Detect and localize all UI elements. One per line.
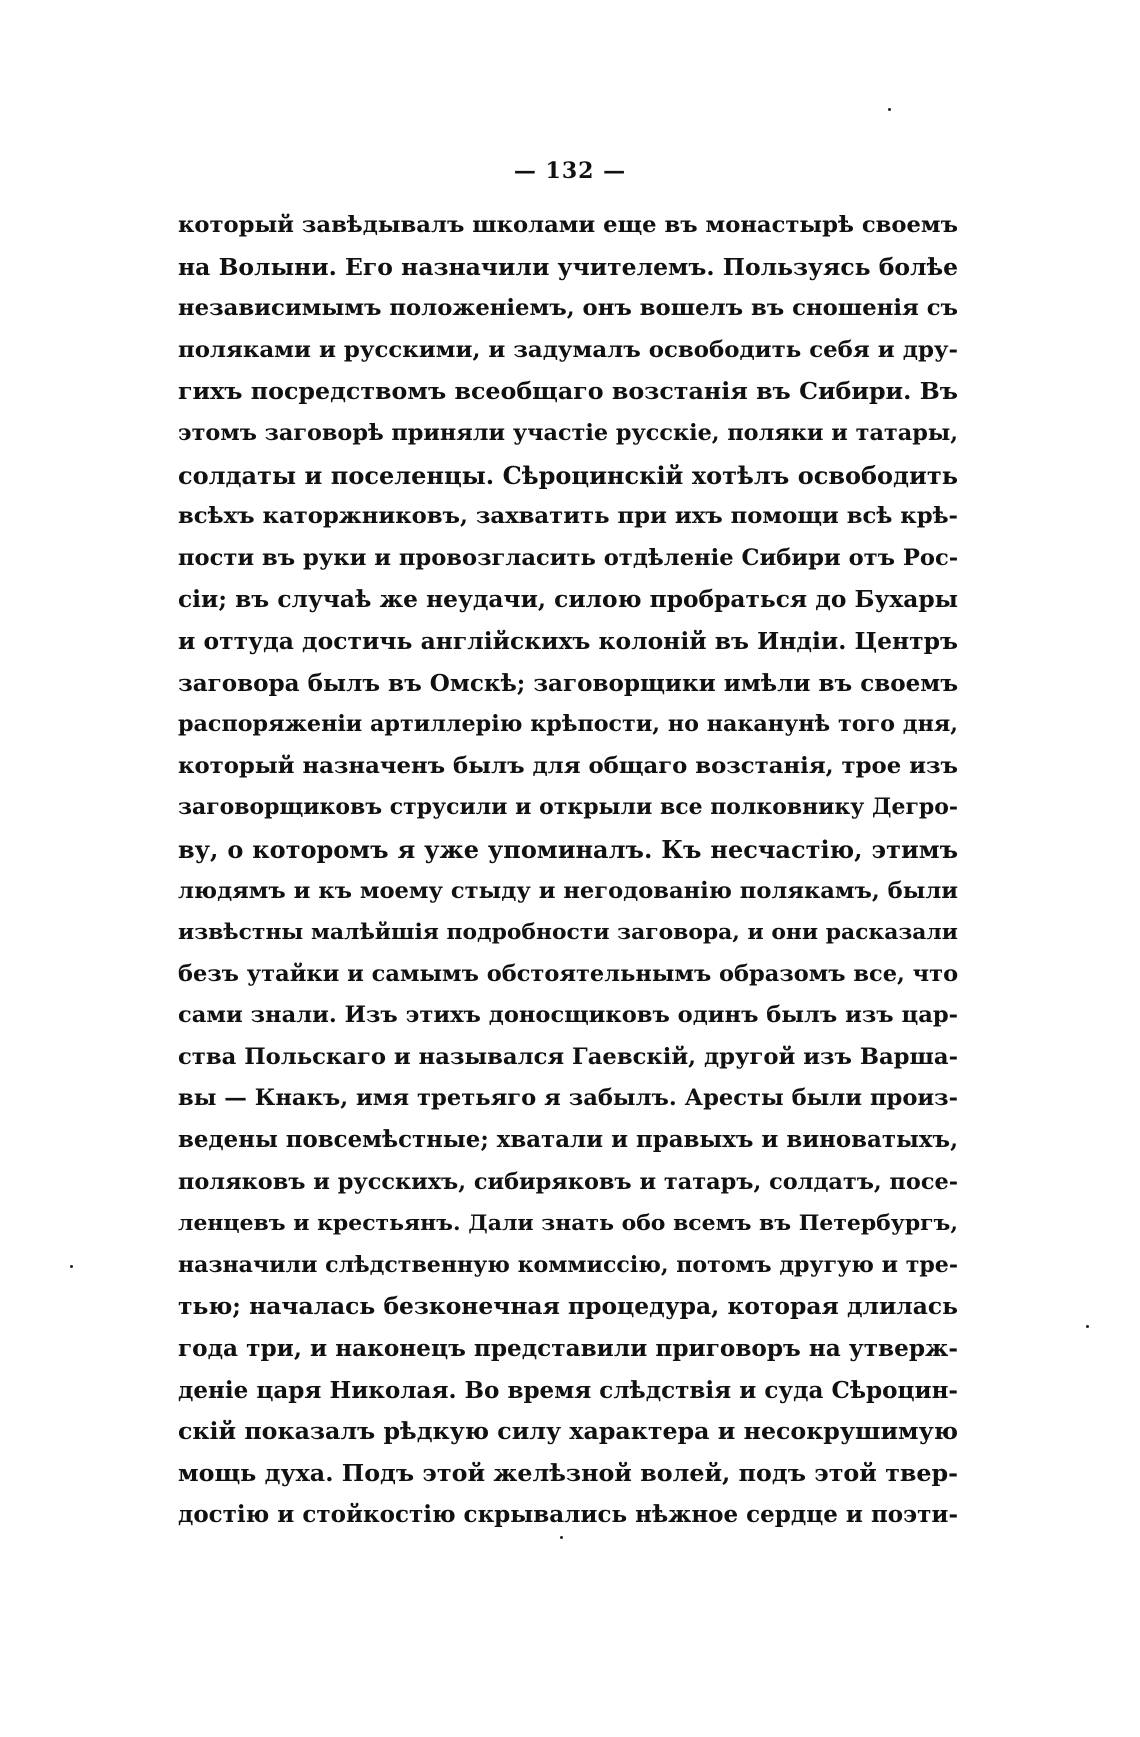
text-line: вы — Кнакъ, имя третьяго я забылъ. Аресты были произ-: [178, 1085, 958, 1112]
text-line: этомъ заговорѣ приняли участіе русскіе, поляки и татары,: [178, 419, 958, 446]
text-line: ства Польскаго и назывался Гаевскій, другой изъ Варша-: [178, 1043, 958, 1070]
text-line: пости въ руки и провозгласить отдѣленіе Сибири отъ Рос-: [178, 544, 958, 571]
body-text: [178, 205, 958, 1536]
text-line: сами знали. Изъ этихъ доносщиковъ одинъ былъ изъ цар-: [178, 1002, 958, 1029]
text-line: назначили слѣдственную коммиссію, потомъ другую и тре-: [178, 1251, 958, 1278]
text-line: безъ утайки и самымъ обстоятельнымъ образомъ все, что: [178, 960, 958, 987]
text-line: мощь духа. Подъ этой желѣзной волей, подъ этой твер-: [178, 1458, 958, 1487]
text-line: достію и стойкостію скрывались нѣжное сердце и поэти-: [178, 1501, 958, 1529]
scan-speck: [888, 108, 891, 111]
text-line: заговорщиковъ струсили и открыли все полковнику Дегро-: [178, 794, 958, 821]
scan-speck: [70, 1265, 73, 1268]
text-line: сіи; въ случаѣ же неудачи, силою пробраться до Бухары: [178, 586, 958, 614]
text-line: поляковъ и русскихъ, сибиряковъ и татаръ, солдатъ, посе-: [178, 1168, 958, 1195]
text-line: года три, и наконецъ представили приговоръ на утверж-: [178, 1335, 958, 1363]
text-line: независимымъ положеніемъ, онъ вошелъ въ сношенія съ: [178, 295, 958, 322]
text-line: ленцевъ и крестьянъ. Дали знать обо всемъ въ Петербургъ,: [178, 1210, 958, 1237]
text-line: людямъ и къ моему стыду и негодованію полякамъ, были: [178, 877, 958, 904]
text-line: скій показалъ рѣдкую силу характера и несокрушимую: [178, 1417, 958, 1446]
text-line: гихъ посредствомъ всеобщаго возстанія въ Сибири. Въ: [178, 377, 958, 406]
text-line: который завѣдывалъ школами еще въ монастырѣ своемъ: [178, 212, 958, 238]
text-line: солдаты и поселенцы. Сѣроцинскій хотѣлъ освободить: [178, 460, 958, 490]
text-line: всѣхъ каторжниковъ, захватить при ихъ помощи всѣ крѣ-: [178, 503, 958, 530]
scan-speck: [560, 1536, 563, 1539]
text-line: извѣстны малѣйшія подробности заговора, и они расказали: [178, 919, 958, 946]
text-line: ведены повсемѣстные; хватали и правыхъ и виноватыхъ,: [178, 1127, 958, 1154]
scan-speck: [1086, 1325, 1089, 1328]
text-line: ву, о которомъ я уже упоминалъ. Къ несчастію, этимъ: [178, 834, 958, 864]
page-number: — 132 —: [513, 158, 627, 184]
text-line: тью; началась безконечная процедура, которая длилась: [178, 1292, 958, 1321]
text-line: распоряженіи артиллерію крѣпости, но наканунѣ того дня,: [178, 711, 958, 738]
text-line: который назначенъ былъ для общаго возстанія, трое изъ: [178, 752, 958, 779]
text-line: поляками и русскими, и задумалъ освободить себя и дру-: [178, 336, 958, 363]
text-line: и оттуда достичь англійскихъ колоній въ Индіи. Центръ: [178, 626, 958, 655]
text-line: деніе царя Николая. Во время слѣдствія и суда Сѣроцин-: [178, 1376, 958, 1404]
text-line: на Волыни. Его назначили учителемъ. Пользуясь болѣе: [178, 252, 958, 281]
text-line: заговора былъ въ Омскѣ; заговорщики имѣли въ своемъ: [178, 669, 958, 697]
